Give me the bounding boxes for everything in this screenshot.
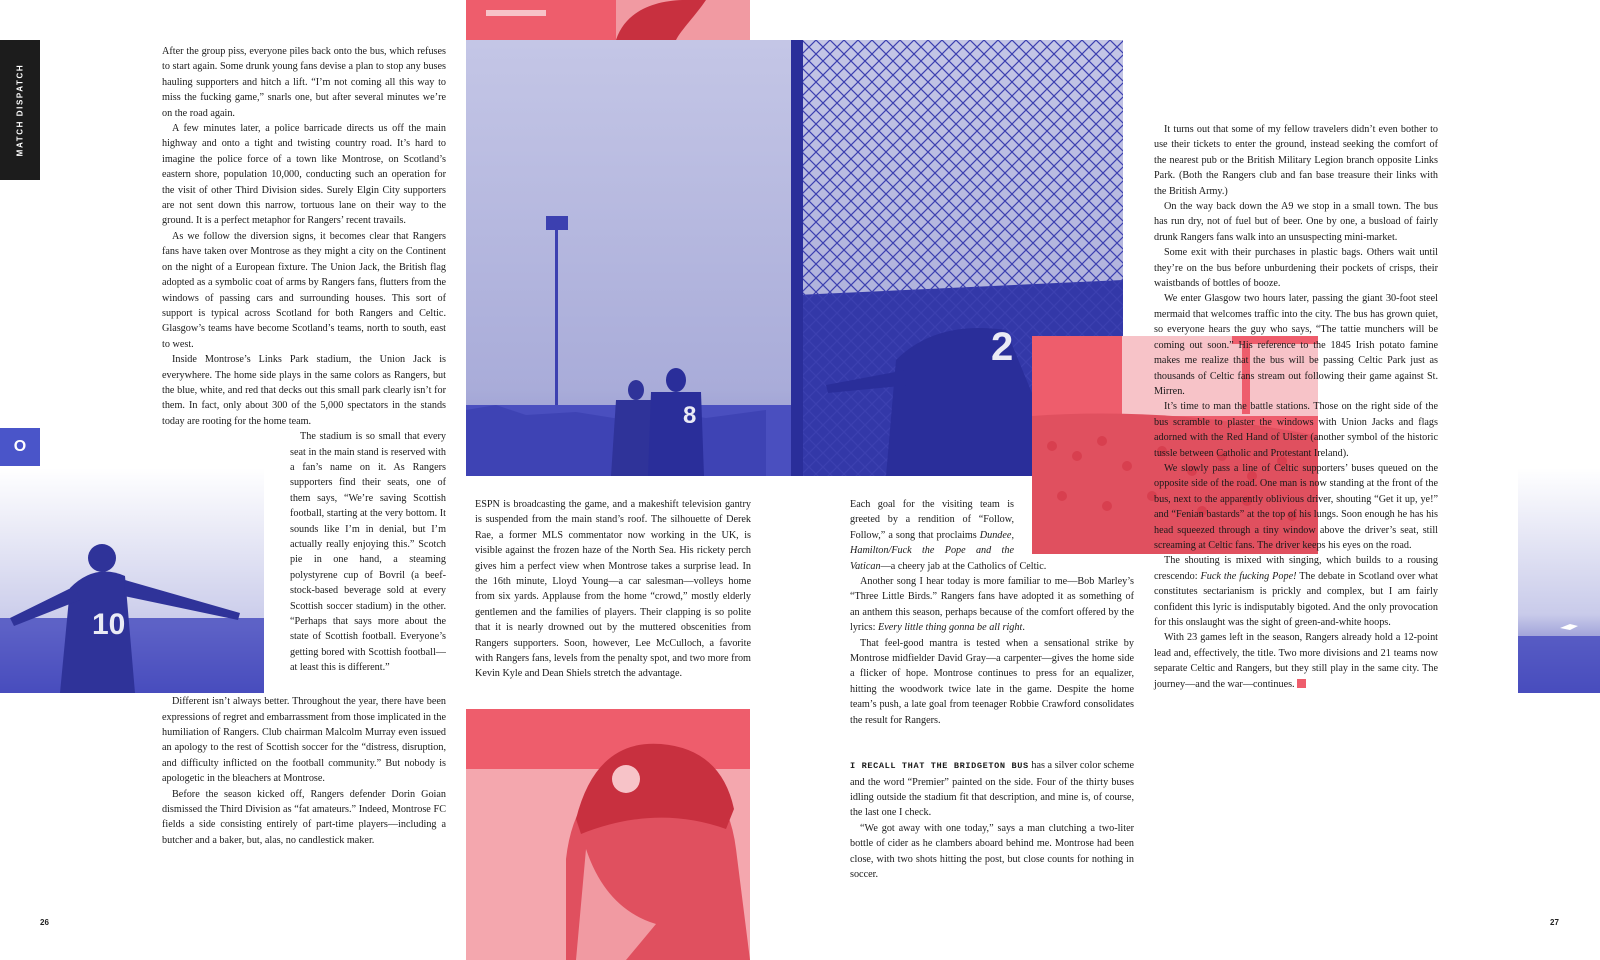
col4-p7-after: The debate in Scotland over what constitutes sectarianism is prickly and complex, but I am fairly confident this lyric is indisputably bigoted. And the only provocation for this onslaught was the sight of green-and-white hoops. xyxy=(1154,570,1438,628)
section-tab xyxy=(0,40,40,180)
goal-net-photo xyxy=(466,40,1123,476)
col1-paragraph-7: Before the season kicked off, Rangers defender Dorin Goian dismissed the Third Division as “fat amateurs.” Indeed, Montrose FC fields a side consisting entirely of part-time players—including a butcher and a baker, but, alas, no candlestick maker. xyxy=(162,788,446,846)
col4-p8-text: With 23 games left in the season, Rangers already hold a 12-point lead and, effectively, the title. Two more divisions and 21 teams now separate Celtic and Rangers, but they still play in the same city. The journey—and the war—continues. xyxy=(1154,632,1438,690)
column-2 xyxy=(475,497,751,682)
col3-p2-before: Another song I hear today is more familiar to me—Bob Marley’s “Three Little Birds.” Rangers fans have adopted it as something of an anthem this season, perhaps because of the comfort offered by the lyrics: xyxy=(850,576,1134,634)
col4-paragraph-2: On the way back down the A9 we stop in a small town. The bus has run dry, not of fuel but of beer. One by one, a busload of fairly drunk Rangers fans walk into an unsuspecting mini-market. xyxy=(1154,201,1438,243)
col4-p7-em: Fuck the fucking Pope! xyxy=(1200,570,1297,582)
logo-badge-o-letter: O xyxy=(13,438,27,455)
right-edge-photo xyxy=(1518,468,1600,693)
col3-paragraph-2 xyxy=(850,574,1134,636)
col4-paragraph-5: It’s time to man the battle stations. Those on the right side of the bus scramble to plaster the windows with Union Jacks and flags adorned with the Red Hand of Ulster (another symbol of the historic tussle between Catholic and Protestant Ireland). xyxy=(1154,401,1438,459)
wrap-spacer-col3 xyxy=(1014,497,1134,555)
page-number-left: 26 xyxy=(40,918,49,927)
col3-lead-in: I RECALL THAT THE BRIDGETON BUS xyxy=(850,761,1029,772)
goal-photo-shirt-number-2: 2 xyxy=(991,325,1014,369)
col1-paragraph-6: Different isn’t always better. Throughout the year, there have been expressions of regret and embarrassment from those implicated in the humiliation of Rangers. Club chairman Malcolm Murray even issued an apology to the rest of Scottish soccer for the “distress, disruption, and difficulty inflicted on the football community.” But nobody is apologetic in the bleachers at Montrose. xyxy=(162,696,446,785)
col3-p1-em: Dundee, Hamilton/Fuck the Pope and the Vatican xyxy=(850,529,1014,572)
col4-paragraph-3: Some exit with their purchases in plastic bags. Others wait until they’re on the bus before unburdening their pockets of crisps, their waistbands of bottles of booze. xyxy=(1154,247,1438,290)
column-1 xyxy=(162,44,446,848)
col1-paragraph-2: A few minutes later, a police barricade directs us off the main highway and onto a tight and twisting country road. It’s hard to imagine the police force of a town like Montrose, on Scotland’s eastern shore, population 10,000, conducting such an operation for the visit of other Third Division sides. Surely Elgin City supporters are not sent down this narrow, tortuous lane on their way to the ground. It is a perfect metaphor for Rangers’ recent travails. xyxy=(162,123,446,227)
col3-paragraph-4 xyxy=(850,758,1134,821)
col3-p2-em: Every little thing gonna be all right xyxy=(878,622,1023,634)
col3-paragraph-5: “We got away with one today,” says a man clutching a two-liter bottle of cider as he clambers aboard behind me. Montrose had been close, with two shots hitting the post, but close counts for nothing in soccer. xyxy=(850,822,1134,880)
col4-paragraph-6: We slowly pass a line of Celtic supporters’ buses queued on the opposite side of the road. One man is now standing at the front of the bus, next to the apparently oblivious driver, shouting “Get it up, ye!” and “Fenian bastards” at the top of his lungs. Soon enough he has his head squeezed through a tiny window above the driver’s seat, still screaming at Celtic fans. The driver keeps his eyes on the road. xyxy=(1154,462,1438,551)
col3-paragraph-3: That feel-good mantra is tested when a sensational strike by Montrose midfielder David Gray—a carpenter—gives the home side a flicker of hope. Montrose continues to press for an equalizer, hitting the woodwork twice late in the game. Despite the home team’s push, a late goal from teenager Robbie Crawford consolidates the result for Rangers. xyxy=(850,637,1134,726)
player-ten-shirt-number: 10 xyxy=(92,608,126,641)
column-4 xyxy=(1154,122,1438,692)
top-crowd-photo xyxy=(466,0,750,40)
col1-paragraph-4: Inside Montrose’s Links Park stadium, the Union Jack is everywhere. The home side plays in the same colors as Rangers, but the blue, white, and red that decks out this small park clearly isn’t for them. In fact, only about 300 of the 5,000 spectators in the stands today are rooting for the home team. xyxy=(162,354,446,427)
wrap-spacer xyxy=(162,429,290,694)
man-beanie-photo xyxy=(466,709,750,960)
logo-badge-o xyxy=(0,428,40,466)
col4-paragraph-4 xyxy=(1154,291,1438,399)
col1-paragraph-3: As we follow the diversion signs, it becomes clear that Rangers fans have taken over Montrose as they might a city on the Continent on the night of a European fixture. The Union Jack, the British flag adopted as a symbolic coat of arms by Rangers fans, flutters from the windows of passing cars and surrounding houses. This sort of support is typical across Scotland for both Rangers and Celtic. Glasgow’s teams have become Scotland’s teams, north to south, east to west. xyxy=(162,230,446,350)
end-mark-icon xyxy=(1297,679,1306,688)
col4-paragraph-1: It turns out that some of my fellow travelers didn’t even bother to use their tickets to enter the ground, instead seeking the comfort of the nearest pub or the British Military Legion branch opposite Links Park. (Both the Rangers club and fan base treasure their links with the British Army.) xyxy=(1154,124,1438,197)
goal-photo-shirt-number-8: 8 xyxy=(683,402,697,429)
col4-paragraph-8 xyxy=(1154,630,1438,692)
col4-p7-before: The shouting is mixed with singing, which builds to a rousing crescendo: xyxy=(1154,555,1438,582)
col1-paragraph-1: After the group piss, everyone piles back onto the bus, which refuses to start again. Some drunk young fans devise a plan to stop any buses hauling supporters and hitch a lift. “I’m not coming all this way to miss the fucking game,” snarls one, but after several minutes we’re on the road again. xyxy=(162,46,446,119)
col4-paragraph-7 xyxy=(1154,553,1438,630)
col1-paragraph-5: The stadium is so small that every seat in the main stand is reserved with a fan’s name on it. As Rangers supporters find their seats, one of them says, “We’re saving Scottish football, starting at the very bottom. It sounds like I’m in denial, but I’m actually really enjoying this.” Scotch pie in one hand, a steaming polystyrene cup of Bovril (a beef-stock-based beverage sold at every Scottish soccer stadium) in the other. “Perhaps that says more about the state of Scottish football. Everyone’s getting bored with Scottish football—at least this is different.” xyxy=(290,431,446,674)
col3-p4-rest: has a silver color scheme and the word “Premier” painted on the side. Four of the thirty buses idling outside the stadium fit that description, and mine is, of course, the last one I check. xyxy=(850,760,1134,819)
page-number-right: 27 xyxy=(1550,918,1559,927)
col3-p2-after: . xyxy=(1022,622,1025,634)
col4-p4-text: We enter Glasgow two hours later, passing the giant 30-foot steel mermaid that welcomes traffic into the city. The bus has grown quiet, so everyone hears the guy who says, “The tattie munchers will be coming out soon.” His reference to the 1845 Irish potato famine makes me realize that the bus will be passing Celtic Park just as thousands of Celtic fans stream out following their game against St. Mirren. xyxy=(1154,293,1438,397)
section-tab-label: MATCH DISPATCH xyxy=(15,63,25,157)
col3-p1-before: Each goal for the visiting team is greeted by a rendition of “Follow, Follow,” a song that proclaims xyxy=(850,499,1014,541)
col3-p1-after: —a cheery jab at the Catholics of Celtic. xyxy=(880,560,1047,572)
col2-paragraph-1: ESPN is broadcasting the game, and a makeshift television gantry is suspended from the main stand’s roof. The silhouette of Derek Rae, a former MLS commentator now working in the UK, is visible against the frozen haze of the North Sea. His rickety perch gives him a perfect view when Montrose takes a surprise lead. In the 16th minute, Lloyd Young—a car salesman—volleys home from six yards. Applause from the home “crowd,” mostly elderly gentlemen and the families of players. Their clapping is so polite that it is nearly drowned out by the muttered obscenities from Rangers supporters. Soon, however, Lee McCulloch, a favorite with Rangers fans, levels from the penalty spot, and two more from Kevin Kyle and Dean Shiels stretch the advantage. xyxy=(475,499,751,680)
column-3 xyxy=(850,497,1134,882)
